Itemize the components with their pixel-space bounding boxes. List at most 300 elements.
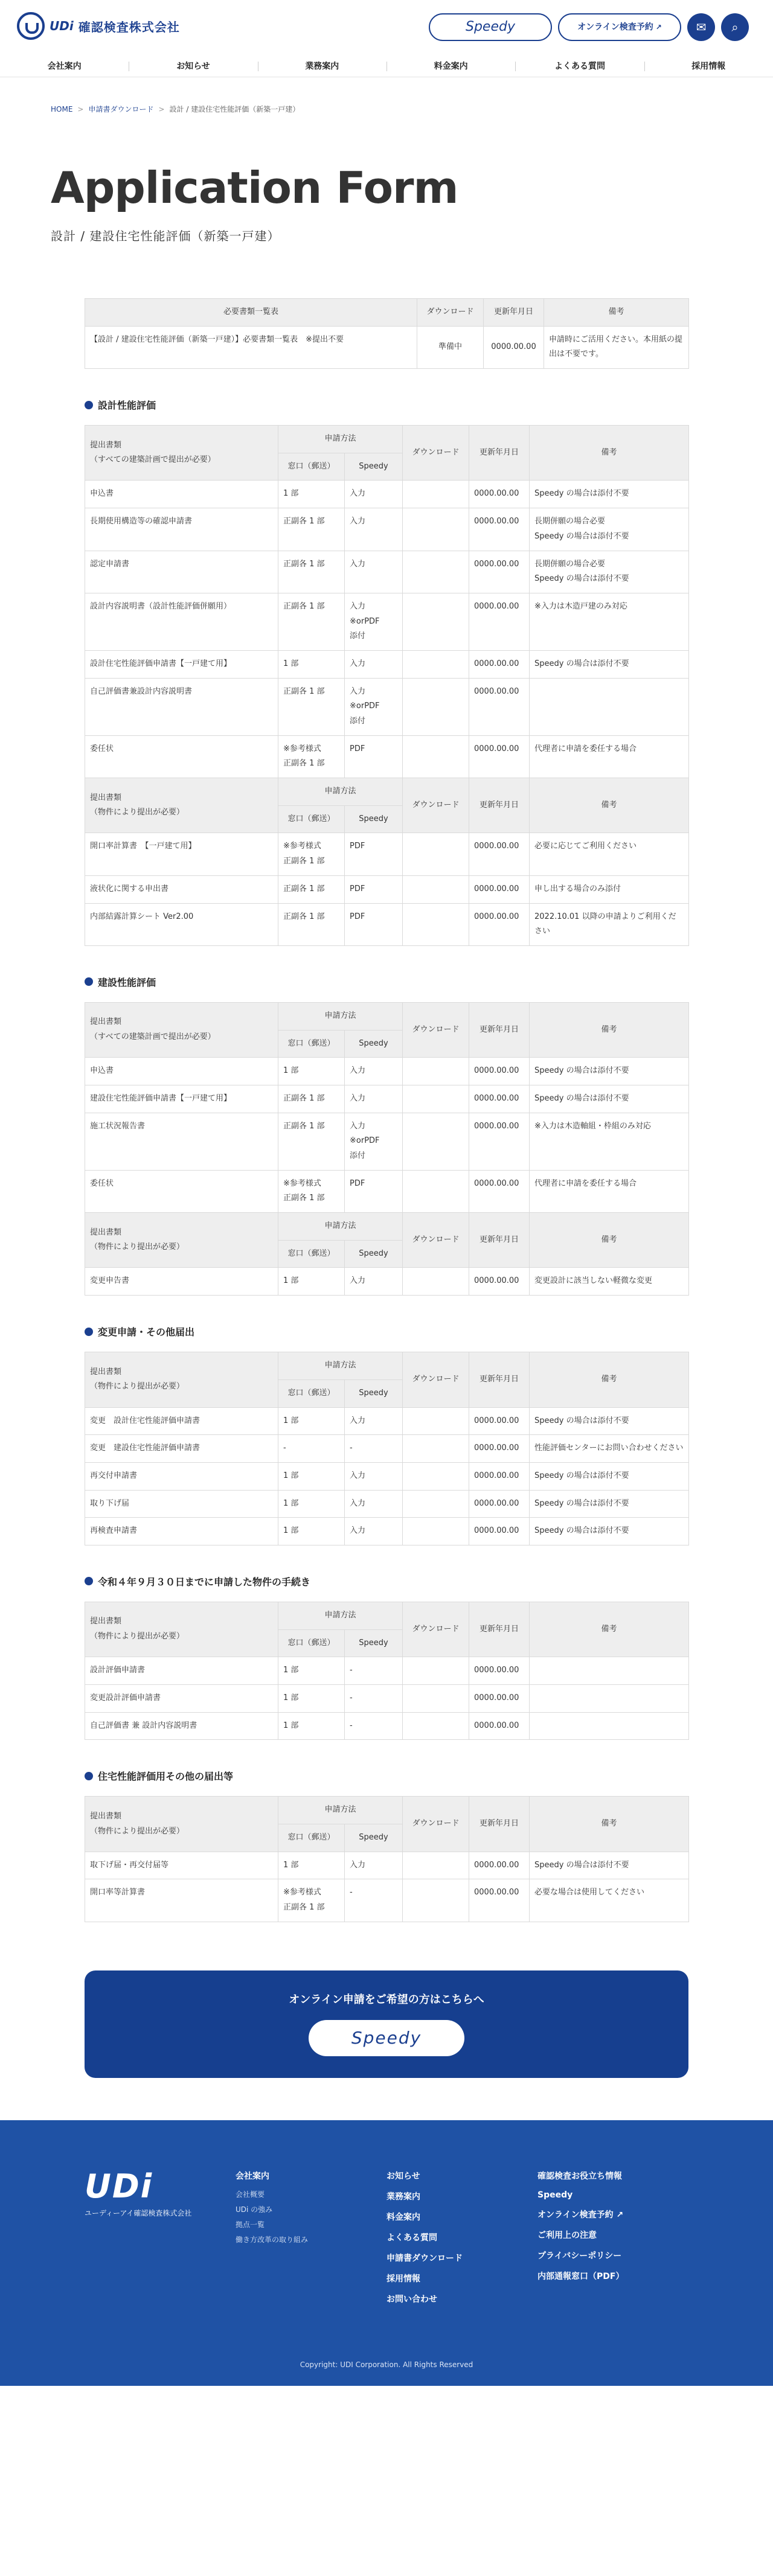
method-speedy: 入力 ※orPDF 添付 bbox=[345, 593, 403, 650]
header-window: 窓口（郵送） bbox=[278, 805, 345, 833]
table-row bbox=[85, 1685, 689, 1713]
document-name: 変更申告書 bbox=[85, 1268, 278, 1296]
document-table bbox=[85, 1002, 689, 1296]
document-name: 自己評価書兼設計内容説明書 bbox=[85, 678, 278, 735]
header-download: ダウンロード bbox=[403, 426, 469, 481]
header-documents: 提出書類 （すべての建築計画で提出が必要） bbox=[85, 426, 278, 481]
table-header-row bbox=[85, 1213, 689, 1241]
method-speedy: - bbox=[345, 1712, 403, 1740]
section-title-text: 設計性能評価 bbox=[98, 400, 156, 412]
download-cell[interactable] bbox=[403, 1170, 469, 1212]
document-name: 液状化に関する申出書 bbox=[85, 875, 278, 903]
footer-logo[interactable] bbox=[85, 2167, 191, 2218]
document-note: 2022.10.01 以降の申請よりご利用ください bbox=[530, 903, 689, 945]
method-speedy: PDF bbox=[345, 735, 403, 778]
table-header-row bbox=[85, 426, 689, 453]
table-row bbox=[85, 650, 689, 678]
document-table bbox=[85, 1352, 689, 1545]
download-cell[interactable] bbox=[403, 1518, 469, 1545]
header-updated: 更新年月日 bbox=[469, 1602, 530, 1657]
updated-date: 0000.00.00 bbox=[469, 1170, 530, 1212]
section-title-text: 住宅性能評価用その他の届出等 bbox=[98, 1771, 234, 1783]
footer-column-main bbox=[386, 2170, 463, 2313]
table-row bbox=[85, 508, 689, 551]
document-name: 設計内容説明書（設計性能評価併願用） bbox=[85, 593, 278, 650]
method-window: 1 部 bbox=[278, 481, 345, 508]
page-subtitle: 設計 / 建設住宅性能評価（新築一戸建） bbox=[51, 229, 280, 243]
method-window: 1 部 bbox=[278, 1657, 345, 1685]
breadcrumb-current: 設計 / 建設住宅性能評価（新築一戸建） bbox=[169, 105, 300, 113]
nav-item-faq[interactable]: よくある質問 bbox=[515, 56, 644, 77]
breadcrumb-separator: > bbox=[158, 105, 165, 113]
document-name: 認定申請書 bbox=[85, 551, 278, 593]
header-note: 備考 bbox=[530, 1602, 689, 1657]
updated-date: 0000.00.00 bbox=[469, 1518, 530, 1545]
header-speedy: Speedy bbox=[345, 1030, 403, 1058]
document-name: 再検査申請書 bbox=[85, 1518, 278, 1545]
table-row bbox=[85, 593, 689, 650]
footer-sub-link[interactable]: UDi の強み bbox=[236, 2205, 273, 2214]
header-note: 備考 bbox=[530, 426, 689, 481]
logo-mark-icon bbox=[17, 12, 45, 40]
download-cell[interactable] bbox=[403, 551, 469, 593]
table-row bbox=[85, 1058, 689, 1085]
header-updated: 更新年月日 bbox=[469, 1002, 530, 1057]
header-speedy: Speedy bbox=[345, 1629, 403, 1657]
download-cell[interactable] bbox=[403, 1712, 469, 1740]
method-window: ※参考様式 正副各 1 部 bbox=[278, 833, 345, 875]
method-speedy: 入力 bbox=[345, 1268, 403, 1296]
bullet-dot-icon bbox=[85, 977, 93, 986]
footer-link[interactable]: よくある質問 bbox=[386, 2232, 437, 2243]
footer-link[interactable]: 確認検査お役立ち情報 bbox=[537, 2171, 622, 2181]
method-window: 1 部 bbox=[278, 1712, 345, 1740]
section-title-text: 変更申請・その他届出 bbox=[98, 1326, 195, 1338]
method-window: 1 部 bbox=[278, 1852, 345, 1879]
breadcrumb-separator: > bbox=[77, 105, 84, 113]
method-speedy: PDF bbox=[345, 1170, 403, 1212]
method-window: 1 部 bbox=[278, 1518, 345, 1545]
footer-logo-mark: UDi bbox=[85, 2167, 153, 2205]
download-cell[interactable] bbox=[403, 1407, 469, 1435]
table-row bbox=[85, 326, 689, 368]
header-documents: 提出書類 （物件により提出が必要） bbox=[85, 1213, 278, 1268]
method-speedy: 入力 bbox=[345, 1462, 403, 1490]
document-note bbox=[530, 1712, 689, 1740]
download-cell[interactable] bbox=[403, 1685, 469, 1713]
mail-icon[interactable]: ✉ bbox=[687, 13, 715, 41]
table-row bbox=[85, 1657, 689, 1685]
table-header-row bbox=[85, 1352, 689, 1380]
logo-mark-text: UDi bbox=[50, 19, 74, 33]
method-speedy: - bbox=[345, 1879, 403, 1922]
footer-link[interactable]: お問い合わせ bbox=[386, 2294, 437, 2304]
cta-text: オンライン申請をご希望の方はこちらへ bbox=[289, 1993, 484, 2006]
cta-speedy-button[interactable]: Speedy bbox=[309, 2020, 464, 2056]
updated-date: 0000.00.00 bbox=[469, 1657, 530, 1685]
header-method: 申請方法 bbox=[278, 1002, 403, 1030]
document-name: 開口率等計算書 bbox=[85, 1879, 278, 1922]
section-title bbox=[85, 1769, 688, 1783]
footer-sub-link[interactable]: 会社概要 bbox=[236, 2190, 265, 2199]
table-row bbox=[85, 1462, 689, 1490]
footer-sub-link[interactable]: 働き方改革の取り組み bbox=[236, 2235, 309, 2244]
download-cell[interactable] bbox=[403, 1657, 469, 1685]
header-method: 申請方法 bbox=[278, 1352, 403, 1380]
method-window: 正副各 1 部 bbox=[278, 1085, 345, 1113]
header-method: 申請方法 bbox=[278, 778, 403, 806]
download-cell[interactable] bbox=[403, 593, 469, 650]
document-note: 必要に応じてご利用ください bbox=[530, 833, 689, 875]
header-window: 窓口（郵送） bbox=[278, 453, 345, 481]
method-speedy: 入力 bbox=[345, 508, 403, 551]
header-window: 窓口（郵送） bbox=[278, 1629, 345, 1657]
header-method: 申請方法 bbox=[278, 1602, 403, 1629]
header-window: 窓口（郵送） bbox=[278, 1240, 345, 1268]
header-window: 窓口（郵送） bbox=[278, 1030, 345, 1058]
section-title bbox=[85, 398, 688, 412]
updated-date: 0000.00.00 bbox=[469, 481, 530, 508]
document-note: 代理者に申請を委任する場合 bbox=[530, 1170, 689, 1212]
header-download: ダウンロード bbox=[403, 1602, 469, 1657]
method-window: 1 部 bbox=[278, 1685, 345, 1713]
method-speedy: 入力 bbox=[345, 551, 403, 593]
document-note: Speedy の場合は添付不要 bbox=[530, 1852, 689, 1879]
section-title-text: 令和４年９月３０日までに申請した物件の手続き bbox=[98, 1576, 311, 1588]
table-row bbox=[85, 1085, 689, 1113]
logo[interactable] bbox=[17, 12, 180, 40]
updated-date: 0000.00.00 bbox=[469, 833, 530, 875]
updated-date: 0000.00.00 bbox=[469, 735, 530, 778]
table-row bbox=[85, 1435, 689, 1463]
page-title: Application Form bbox=[51, 162, 458, 213]
header-speedy: Speedy bbox=[345, 1379, 403, 1407]
document-name: 取下げ届・再交付届等 bbox=[85, 1852, 278, 1879]
method-window: 正副各 1 部 bbox=[278, 903, 345, 945]
header-download: ダウンロード bbox=[403, 1352, 469, 1407]
header-method: 申請方法 bbox=[278, 1797, 403, 1824]
document-table bbox=[85, 425, 689, 946]
updated-date: 0000.00.00 bbox=[469, 1712, 530, 1740]
external-link-icon: ↗ bbox=[655, 23, 662, 31]
header-speedy: Speedy bbox=[345, 1240, 403, 1268]
download-cell[interactable] bbox=[403, 1852, 469, 1879]
footer-link[interactable]: 申請書ダウンロード bbox=[386, 2253, 463, 2263]
speedy-button[interactable]: Speedy bbox=[429, 13, 552, 41]
header-speedy: Speedy bbox=[345, 1824, 403, 1852]
table-row bbox=[85, 1407, 689, 1435]
method-window: 1 部 bbox=[278, 650, 345, 678]
site-footer bbox=[0, 2120, 773, 2386]
table-header-row bbox=[85, 1002, 689, 1030]
header-documents: 提出書類 （物件により提出が必要） bbox=[85, 1602, 278, 1657]
nav-item-news[interactable]: お知らせ bbox=[129, 56, 257, 77]
header-note: 備考 bbox=[530, 1002, 689, 1057]
table-row bbox=[85, 1879, 689, 1922]
method-speedy: 入力 bbox=[345, 1852, 403, 1879]
footer-link[interactable]: ご利用上の注意 bbox=[537, 2230, 597, 2240]
footer-sub-link[interactable]: 拠点一覧 bbox=[236, 2220, 265, 2229]
document-note: Speedy の場合は添付不要 bbox=[530, 1490, 689, 1518]
bullet-dot-icon bbox=[85, 401, 93, 409]
header-documents: 提出書類 （物件により提出が必要） bbox=[85, 1797, 278, 1852]
document-note: Speedy の場合は添付不要 bbox=[530, 1407, 689, 1435]
document-note: 変更設計に該当しない軽微な変更 bbox=[530, 1268, 689, 1296]
document-note: ※入力は木造軸組・枠組のみ対応 bbox=[530, 1113, 689, 1170]
document-note: Speedy の場合は添付不要 bbox=[530, 650, 689, 678]
document-name: 申込書 bbox=[85, 481, 278, 508]
global-nav bbox=[0, 56, 773, 77]
table-header-row bbox=[85, 778, 689, 806]
updated-date: 0000.00.00 bbox=[469, 1435, 530, 1463]
footer-link[interactable]: 料金案内 bbox=[386, 2212, 420, 2222]
summary-table bbox=[85, 298, 689, 369]
download-cell[interactable] bbox=[403, 1058, 469, 1085]
footer-logo-text: ユーディーアイ確認検査株式会社 bbox=[85, 2208, 192, 2217]
table-header-row bbox=[85, 299, 689, 327]
document-name: 自己評価書 兼 設計内容説明書 bbox=[85, 1712, 278, 1740]
download-cell[interactable] bbox=[403, 1879, 469, 1922]
method-window: - bbox=[278, 1435, 345, 1463]
header-note: 備考 bbox=[530, 1797, 689, 1852]
document-note: 申し出する場合のみ添付 bbox=[530, 875, 689, 903]
download-cell[interactable] bbox=[403, 1085, 469, 1113]
method-speedy: 入力 bbox=[345, 481, 403, 508]
table-row bbox=[85, 1518, 689, 1545]
document-name: 建設住宅性能評価申請書【一戸建て用】 bbox=[85, 1085, 278, 1113]
method-speedy: 入力 bbox=[345, 1518, 403, 1545]
download-cell[interactable] bbox=[403, 678, 469, 735]
table-header-row bbox=[85, 1797, 689, 1824]
bullet-dot-icon bbox=[85, 1772, 93, 1780]
updated-date: 0000.00.00 bbox=[469, 1113, 530, 1170]
updated-date: 0000.00.00 bbox=[469, 593, 530, 650]
logo-text: 確認検査株式会社 bbox=[78, 19, 180, 34]
document-name: 取り下げ届 bbox=[85, 1490, 278, 1518]
document-note: 長期併願の場合必要 Speedy の場合は添付不要 bbox=[530, 551, 689, 593]
header-updated: 更新年月日 bbox=[469, 1352, 530, 1407]
updated-date: 0000.00.00 bbox=[469, 678, 530, 735]
footer-link[interactable]: 内部通報窓口（PDF） bbox=[537, 2271, 624, 2281]
footer-link[interactable]: お知らせ bbox=[386, 2171, 420, 2181]
download-cell[interactable] bbox=[403, 1113, 469, 1170]
header-method: 申請方法 bbox=[278, 1213, 403, 1241]
document-note bbox=[530, 1657, 689, 1685]
method-window: 正副各 1 部 bbox=[278, 1113, 345, 1170]
section-title bbox=[85, 975, 688, 989]
download-cell[interactable] bbox=[403, 903, 469, 945]
search-icon[interactable]: ⌕ bbox=[721, 13, 749, 41]
header-updated: 更新年月日 bbox=[469, 778, 530, 833]
method-speedy: 入力 ※orPDF 添付 bbox=[345, 678, 403, 735]
table-row bbox=[85, 903, 689, 945]
updated-date: 0000.00.00 bbox=[469, 1490, 530, 1518]
method-speedy: 入力 bbox=[345, 1058, 403, 1085]
main-content bbox=[85, 298, 688, 1922]
download-cell[interactable] bbox=[403, 1462, 469, 1490]
updated-date: 0000.00.00 bbox=[469, 551, 530, 593]
document-name: 設計評価申請書 bbox=[85, 1657, 278, 1685]
header-updated: 更新年月日 bbox=[469, 1213, 530, 1268]
document-name: 施工状況報告書 bbox=[85, 1113, 278, 1170]
footer-link[interactable]: 採用情報 bbox=[386, 2274, 420, 2284]
document-note bbox=[530, 1685, 689, 1713]
method-speedy: PDF bbox=[345, 875, 403, 903]
nav-item-company[interactable]: 会社案内 bbox=[47, 62, 82, 71]
document-note: Speedy の場合は添付不要 bbox=[530, 1462, 689, 1490]
table-row bbox=[85, 1712, 689, 1740]
method-speedy: PDF bbox=[345, 903, 403, 945]
updated-date: 0000.00.00 bbox=[469, 1058, 530, 1085]
method-speedy: 入力 bbox=[345, 650, 403, 678]
table-row bbox=[85, 1852, 689, 1879]
download-cell[interactable] bbox=[403, 1490, 469, 1518]
header-note: 備考 bbox=[544, 299, 689, 327]
updated-date: 0000.00.00 bbox=[469, 1407, 530, 1435]
document-note: 長期併願の場合必要 Speedy の場合は添付不要 bbox=[530, 508, 689, 551]
online-inspection-button[interactable] bbox=[558, 13, 681, 41]
section-title bbox=[85, 1574, 688, 1588]
footer-link[interactable]: プライバシーポリシー bbox=[537, 2251, 622, 2261]
header-download: ダウンロード bbox=[403, 1797, 469, 1852]
document-name: 変更 設計住宅性能評価申請書 bbox=[85, 1407, 278, 1435]
document-name: 委任状 bbox=[85, 735, 278, 778]
method-window: 正副各 1 部 bbox=[278, 875, 345, 903]
header-note: 備考 bbox=[530, 1213, 689, 1268]
updated-date: 0000.00.00 bbox=[469, 1085, 530, 1113]
table-row bbox=[85, 833, 689, 875]
document-note bbox=[530, 678, 689, 735]
nav-item-fees[interactable]: 料金案内 bbox=[386, 56, 515, 77]
header-updated: 更新年月日 bbox=[469, 426, 530, 481]
download-cell[interactable] bbox=[403, 508, 469, 551]
document-note: 代理者に申請を委任する場合 bbox=[530, 735, 689, 778]
method-window: 1 部 bbox=[278, 1407, 345, 1435]
table-row bbox=[85, 1170, 689, 1212]
footer-link[interactable]: 業務案内 bbox=[386, 2191, 420, 2202]
footer-link[interactable]: Speedy bbox=[537, 2190, 573, 2200]
updated-date: 0000.00.00 bbox=[469, 903, 530, 945]
download-cell[interactable] bbox=[403, 650, 469, 678]
download-cell[interactable] bbox=[403, 1435, 469, 1463]
method-window: ※参考様式 正副各 1 部 bbox=[278, 1170, 345, 1212]
download-cell[interactable] bbox=[403, 1268, 469, 1296]
download-cell[interactable] bbox=[403, 875, 469, 903]
method-window: 1 部 bbox=[278, 1462, 345, 1490]
header-updated: 更新年月日 bbox=[469, 1797, 530, 1852]
breadcrumb-home[interactable]: HOME bbox=[51, 105, 73, 113]
summary-note: 申請時にご活用ください。本用紙の提出は不要です。 bbox=[544, 326, 689, 368]
header-updated: 更新年月日 bbox=[484, 299, 544, 327]
method-speedy: - bbox=[345, 1685, 403, 1713]
header-download: ダウンロード bbox=[403, 1213, 469, 1268]
header-download: ダウンロード bbox=[417, 299, 484, 327]
online-inspection-label: オンライン検査予約 bbox=[577, 22, 653, 32]
cta-panel bbox=[85, 1970, 688, 2078]
method-speedy: - bbox=[345, 1435, 403, 1463]
document-name: 開口率計算書 【一戸建て用】 bbox=[85, 833, 278, 875]
updated-date: 0000.00.00 bbox=[469, 1685, 530, 1713]
download-cell[interactable] bbox=[403, 481, 469, 508]
header-documents: 提出書類 （物件により提出が必要） bbox=[85, 778, 278, 833]
table-row bbox=[85, 1113, 689, 1170]
method-window: 正副各 1 部 bbox=[278, 593, 345, 650]
method-window: 1 部 bbox=[278, 1268, 345, 1296]
header-speedy: Speedy bbox=[345, 453, 403, 481]
header-note: 備考 bbox=[530, 778, 689, 833]
document-name: 再交付申請書 bbox=[85, 1462, 278, 1490]
document-name: 変更 建設住宅性能評価申請書 bbox=[85, 1435, 278, 1463]
nav-item-services[interactable]: 業務案内 bbox=[258, 56, 386, 77]
method-window: ※参考様式 正副各 1 部 bbox=[278, 1879, 345, 1922]
summary-date: 0000.00.00 bbox=[484, 326, 544, 368]
header-method: 申請方法 bbox=[278, 426, 403, 453]
table-row bbox=[85, 735, 689, 778]
summary-name: 【設計 / 建設住宅性能評価（新築一戸建）】必要書類一覧表 ※提出不要 bbox=[85, 326, 417, 368]
method-window: 正副各 1 部 bbox=[278, 678, 345, 735]
footer-link-company[interactable]: 会社案内 bbox=[236, 2171, 269, 2181]
summary-download: 準備中 bbox=[417, 326, 484, 368]
breadcrumb bbox=[51, 104, 773, 114]
updated-date: 0000.00.00 bbox=[469, 1852, 530, 1879]
document-name: 内部結露計算シート Ver2.00 bbox=[85, 903, 278, 945]
site-header bbox=[0, 0, 773, 56]
document-note: Speedy の場合は添付不要 bbox=[530, 1085, 689, 1113]
header-note: 備考 bbox=[530, 1352, 689, 1407]
footer-column-info bbox=[537, 2170, 624, 2290]
table-row bbox=[85, 481, 689, 508]
method-speedy: - bbox=[345, 1657, 403, 1685]
method-speedy: 入力 ※orPDF 添付 bbox=[345, 1113, 403, 1170]
header-window: 窓口（郵送） bbox=[278, 1824, 345, 1852]
document-note: Speedy の場合は添付不要 bbox=[530, 481, 689, 508]
method-window: 正副各 1 部 bbox=[278, 508, 345, 551]
method-window: 正副各 1 部 bbox=[278, 551, 345, 593]
document-name: 長期使用構造等の確認申請書 bbox=[85, 508, 278, 551]
copyright: Copyright: UDI Corporation. All Rights Reserved bbox=[300, 2360, 473, 2369]
bullet-dot-icon bbox=[85, 1328, 93, 1336]
method-window: ※参考様式 正副各 1 部 bbox=[278, 735, 345, 778]
table-row bbox=[85, 1490, 689, 1518]
document-note: ※入力は木造戸建のみ対応 bbox=[530, 593, 689, 650]
method-speedy: PDF bbox=[345, 833, 403, 875]
table-header-row bbox=[85, 1602, 689, 1629]
document-name: 変更設計評価申請書 bbox=[85, 1685, 278, 1713]
header-documents: 提出書類 （すべての建築計画で提出が必要） bbox=[85, 1002, 278, 1057]
updated-date: 0000.00.00 bbox=[469, 1268, 530, 1296]
download-cell[interactable] bbox=[403, 833, 469, 875]
header-download: ダウンロード bbox=[403, 1002, 469, 1057]
document-note: Speedy の場合は添付不要 bbox=[530, 1518, 689, 1545]
header-download: ダウンロード bbox=[403, 778, 469, 833]
header-doc-list: 必要書類一覧表 bbox=[85, 299, 417, 327]
updated-date: 0000.00.00 bbox=[469, 875, 530, 903]
document-table bbox=[85, 1602, 689, 1740]
breadcrumb-parent[interactable]: 申請書ダウンロード bbox=[88, 105, 154, 113]
document-name: 申込書 bbox=[85, 1058, 278, 1085]
footer-link[interactable]: オンライン検査予約 ↗ bbox=[537, 2210, 624, 2220]
document-name: 委任状 bbox=[85, 1170, 278, 1212]
section-title bbox=[85, 1325, 688, 1338]
method-speedy: 入力 bbox=[345, 1490, 403, 1518]
document-table bbox=[85, 1796, 689, 1922]
download-cell[interactable] bbox=[403, 735, 469, 778]
header-documents: 提出書類 （物件により提出が必要） bbox=[85, 1352, 278, 1407]
updated-date: 0000.00.00 bbox=[469, 650, 530, 678]
method-window: 1 部 bbox=[278, 1058, 345, 1085]
document-note: 必要な場合は使用してください bbox=[530, 1879, 689, 1922]
nav-item-recruit[interactable]: 採用情報 bbox=[644, 56, 773, 77]
